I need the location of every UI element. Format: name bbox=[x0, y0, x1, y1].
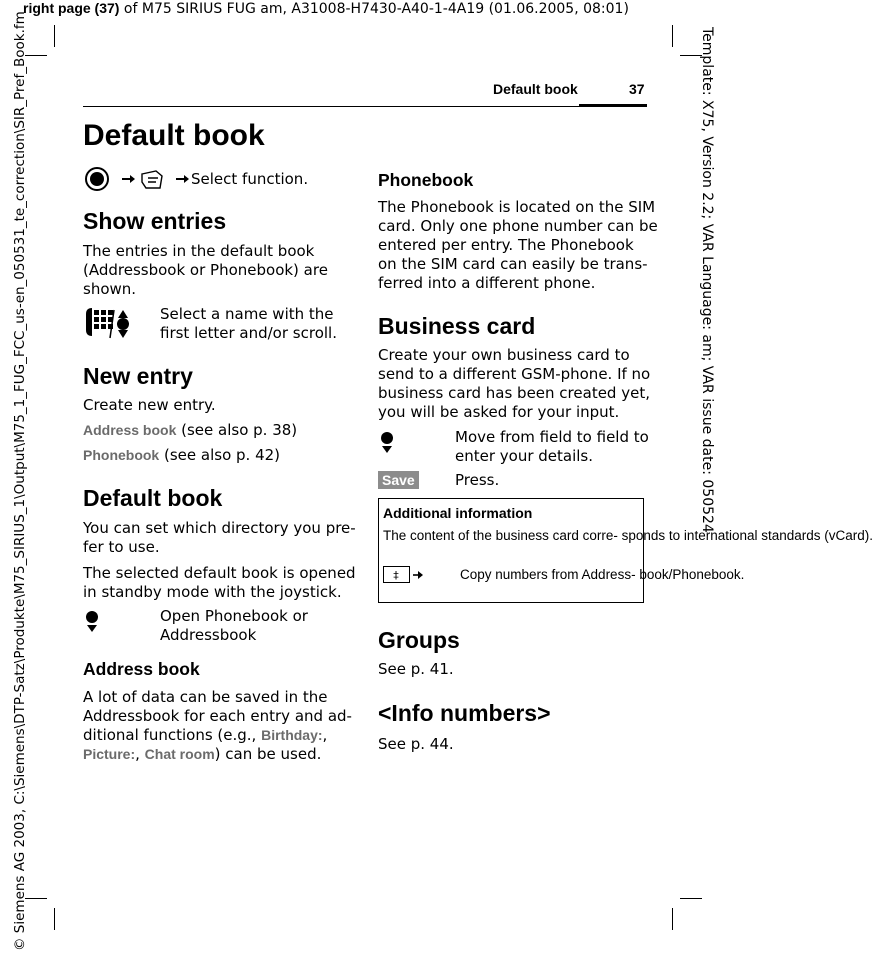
text-line: business card has been created yet, bbox=[378, 384, 650, 402]
business-card-text bbox=[378, 346, 651, 422]
text-line: shown. bbox=[83, 280, 137, 298]
header-rest: of M75 SIRIUS FUG am, A31008-H7430-A40-1-4A19 (01.06.2005, 08:01) bbox=[119, 1, 629, 17]
text-line: first letter and/or scroll. bbox=[160, 324, 337, 342]
crop-mark bbox=[680, 898, 702, 899]
default-book-para2 bbox=[83, 564, 373, 602]
text-line: Select a name with the bbox=[160, 305, 334, 323]
text-line: You can set which directory you pre- bbox=[83, 519, 356, 537]
page-title: Default book bbox=[83, 119, 265, 152]
menu-key-icon bbox=[84, 166, 110, 192]
svg-text:‡: ‡ bbox=[393, 569, 399, 582]
running-head-title: Default book bbox=[493, 81, 578, 97]
additional-info-box bbox=[378, 498, 873, 603]
text-span: ditional functions (e.g., bbox=[83, 726, 262, 744]
show-entries-step bbox=[160, 305, 360, 343]
text-line: A lot of data can be saved in the bbox=[83, 688, 328, 706]
info-step bbox=[460, 567, 744, 583]
text-line bbox=[83, 726, 373, 745]
default-book-para1 bbox=[83, 519, 373, 557]
new-entry-item-phonebook bbox=[83, 446, 280, 465]
text-line: Open Phonebook or bbox=[160, 607, 308, 625]
text-line: you will be asked for your input. bbox=[378, 403, 620, 421]
text-line: The entries in the default book bbox=[83, 242, 315, 260]
text-line: enter your details. bbox=[455, 447, 594, 465]
ui-label: Address book bbox=[83, 422, 177, 438]
heading-info-numbers: <Info numbers> bbox=[378, 700, 551, 726]
business-card-step1 bbox=[455, 428, 647, 466]
text-line: entered per entry. The Phonebook bbox=[378, 236, 634, 254]
show-entries-text bbox=[83, 242, 353, 299]
text-line: sponds to international standards (vCard). bbox=[621, 528, 873, 543]
text-line: Addressbook for each entry and ad- bbox=[83, 707, 352, 725]
text-line: The selected default book is opened bbox=[83, 564, 356, 582]
new-entry-text: Create new entry. bbox=[83, 396, 216, 414]
text-line: ferred into a different phone. bbox=[378, 274, 596, 292]
text-line: The content of the business card corre- bbox=[383, 528, 618, 543]
heading-new-entry: New entry bbox=[83, 363, 193, 389]
nav-text: Select function. bbox=[191, 170, 309, 188]
nav-row bbox=[84, 166, 314, 192]
phonebook-text bbox=[378, 198, 658, 293]
crop-mark bbox=[54, 908, 55, 930]
business-card-step2: Press. bbox=[455, 471, 500, 489]
ui-label: Birthday: bbox=[261, 727, 323, 743]
text-line: Addressbook bbox=[160, 626, 257, 644]
default-book-step bbox=[160, 607, 360, 645]
document-header bbox=[23, 0, 629, 17]
info-text bbox=[383, 528, 873, 544]
save-softkey bbox=[378, 470, 419, 489]
text-line: card. Only one phone number can be bbox=[378, 217, 658, 235]
text-line bbox=[83, 745, 373, 764]
side-path-text: © Siemens AG 2003, C:\Siemens\DTP-Satz\Produkte\M75_SIRIUS_1\Output\M75_1_FUG_FCC_us-en_050531_te_correction\SIR_Pref_Book.fm bbox=[12, 11, 28, 951]
text-line: Move from field to field to bbox=[455, 428, 649, 446]
heading-business-card: Business card bbox=[378, 313, 536, 339]
crop-mark bbox=[672, 25, 673, 47]
text-line: (Addressbook or Phonebook) are bbox=[83, 261, 328, 279]
text-span: (see also p. 38) bbox=[176, 421, 298, 439]
ui-label: Picture: bbox=[83, 746, 136, 762]
header-rule-thick bbox=[579, 104, 647, 107]
page-number: 37 bbox=[629, 81, 645, 97]
text-span: , bbox=[322, 726, 328, 744]
text-line: in standby mode with the joystick. bbox=[83, 583, 342, 601]
text-line: Copy numbers from Address- bbox=[460, 567, 636, 582]
new-entry-item-address bbox=[83, 421, 297, 440]
text-line: Create your own business card to bbox=[378, 346, 630, 364]
arrow-phonebook-arrow-icon bbox=[120, 168, 192, 190]
groups-text: See p. 41. bbox=[378, 660, 454, 678]
text-line: send to a different GSM-phone. If no bbox=[378, 365, 651, 383]
heading-show-entries: Show entries bbox=[83, 208, 227, 234]
heading-default-book: Default book bbox=[83, 485, 223, 511]
address-book-text bbox=[83, 688, 373, 764]
ui-label: Chat room bbox=[144, 746, 215, 762]
text-line: book/Phonebook. bbox=[639, 567, 745, 582]
text-span: ) can be used. bbox=[214, 745, 322, 763]
text-line: The Phonebook is located on the SIM bbox=[378, 198, 656, 216]
heading-phonebook: Phonebook bbox=[378, 170, 474, 190]
info-title: Additional information bbox=[383, 505, 533, 521]
heading-groups: Groups bbox=[378, 627, 460, 653]
joystick-down-icon bbox=[379, 431, 395, 455]
copy-key-arrow-icon bbox=[383, 566, 425, 584]
text-span: (see also p. 42) bbox=[159, 446, 281, 464]
crop-mark bbox=[54, 25, 55, 47]
text-span: , bbox=[135, 745, 145, 763]
crop-mark bbox=[25, 898, 47, 899]
crop-mark bbox=[25, 55, 47, 56]
ui-label: Phonebook bbox=[83, 447, 160, 463]
joystick-down-icon bbox=[84, 610, 100, 634]
text-line: on the SIM card can easily be trans- bbox=[378, 255, 648, 273]
save-key-label: Save bbox=[378, 471, 419, 489]
side-template-text: Template: X75, Version 2.2; VAR Language: am; VAR issue date: 050524 bbox=[699, 27, 715, 533]
crop-mark bbox=[672, 908, 673, 930]
text-line: fer to use. bbox=[83, 538, 160, 556]
header-prefix: right page (37) bbox=[23, 0, 120, 16]
keypad-scroll-icon bbox=[84, 306, 134, 342]
heading-address-book: Address book bbox=[83, 659, 200, 679]
header-rule bbox=[83, 106, 647, 107]
info-numbers-text: See p. 44. bbox=[378, 735, 454, 753]
